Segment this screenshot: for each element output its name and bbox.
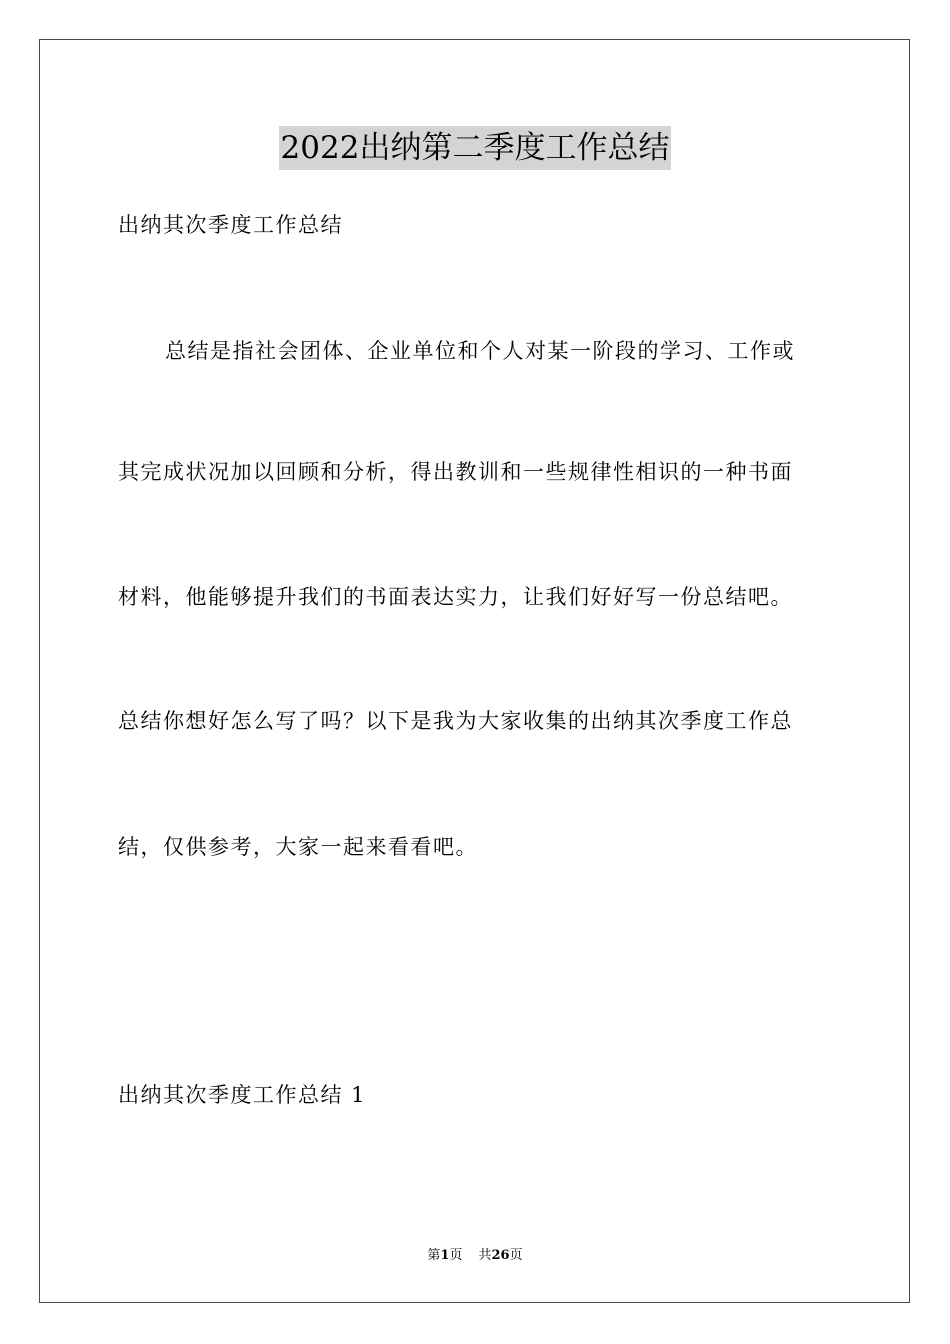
page-footer bbox=[0, 1247, 950, 1265]
paragraph-line-2: 其完成状况加以回顾和分析，得出教训和一些规律性相识的一种书面 bbox=[118, 460, 793, 484]
footer-page-suffix: 页 bbox=[449, 1248, 463, 1263]
footer-page-number: 1 bbox=[440, 1248, 450, 1263]
footer-total-pages: 26 bbox=[491, 1248, 510, 1263]
paragraph-line-5: 结，仅供参考，大家一起来看看吧。 bbox=[118, 835, 478, 859]
footer-page-prefix: 第 bbox=[427, 1248, 441, 1263]
footer-total-suffix: 页 bbox=[509, 1248, 523, 1263]
title-container bbox=[0, 126, 950, 170]
paragraph-line-1: 总结是指社会团体、企业单位和个人对某一阶段的学习、工作或 bbox=[165, 339, 795, 363]
paragraph-line-3: 材料，他能够提升我们的书面表达实力，让我们好好写一份总结吧。 bbox=[118, 585, 793, 609]
section-heading: 出纳其次季度工作总结 1 bbox=[118, 1083, 367, 1107]
document-title: 2022出纳第二季度工作总结 bbox=[279, 126, 672, 170]
footer-total-prefix: 共 bbox=[478, 1248, 492, 1263]
paragraph-line-4: 总结你想好怎么写了吗？以下是我为大家收集的出纳其次季度工作总 bbox=[118, 709, 793, 733]
document-subtitle: 出纳其次季度工作总结 bbox=[118, 213, 343, 237]
